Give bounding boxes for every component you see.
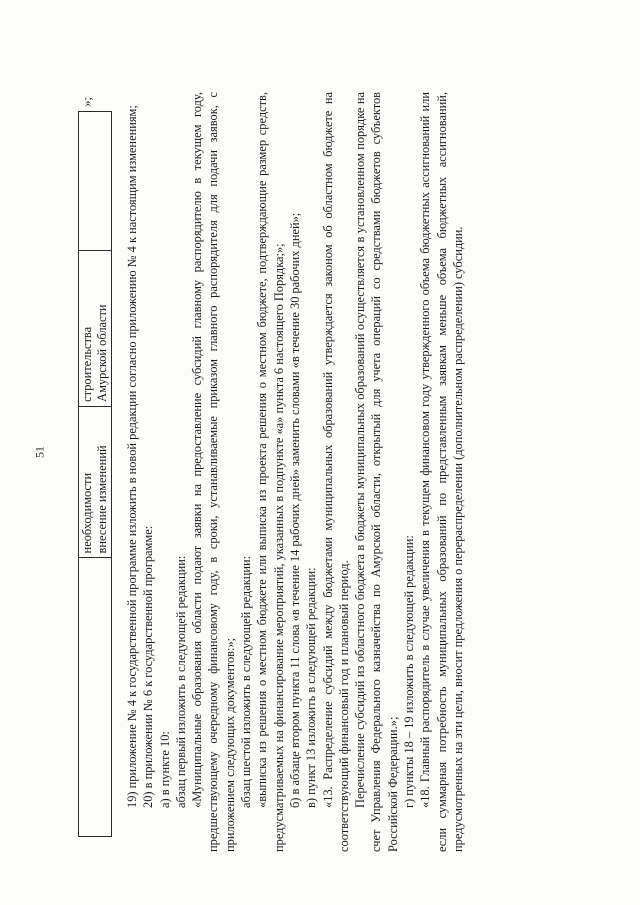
- paragraph: 20) в приложении № 6 к государственной программе:: [141, 525, 156, 808]
- paragraph: г) пункты 18 – 19 изложить в следующей редакции:: [402, 535, 417, 808]
- table-cell-construction: [79, 250, 112, 406]
- paragraph: а) в пункте 10:: [157, 731, 172, 808]
- table-cell-text: необходимости: [80, 472, 94, 554]
- document-body: [78, 92, 466, 852]
- table-closing-mark: »;: [79, 97, 94, 107]
- paragraph: Перечисление субсидий из областного бюджета в бюджеты муниципальных образований осуществляется в установленном порядке на счет Управления Федерального казначейства по Амурской области, открытый для учета операций со средствами бюджетов субъектов Российской Федерации.»;: [353, 92, 400, 852]
- table-cell-empty: [79, 558, 112, 837]
- table-cell-empty: [79, 111, 112, 250]
- paragraph: «Муниципальные образования области подают заявки на предоставление субсидий главному распорядителю в текущем году, предшествующему очередному финансовому году, в сроки, устанавливаемые приказом главного распорядителя для подачи заявок, с приложением следующих документов:»;: [190, 92, 237, 852]
- rotated-content: [40, 22, 600, 882]
- table-fragment: [78, 97, 112, 837]
- paragraph: 19) приложение № 4 к государственной программе изложить в новой редакции согласно приложению № 4 к настоящим изменениям;: [125, 105, 139, 808]
- paragraph: абзац шестой изложить в следующей редакции:: [239, 555, 254, 808]
- page-number: 51: [32, 446, 47, 458]
- table-cell-text: строительства: [80, 326, 94, 402]
- paragraph: «13. Распределение субсидий между бюджетами муниципальных образований утверждается законом об областном бюджете на соответствующий финансовый год и плановый период.: [320, 92, 351, 852]
- table-cell-text: Амурской области: [95, 304, 109, 402]
- table-cell-change-necessity: [79, 406, 112, 558]
- table-cell-text: внесение изменений: [95, 445, 109, 554]
- paragraph: в) пункт 13 изложить в следующей редакции:: [304, 567, 319, 808]
- paragraph: «18. Главный распорядитель в случае увеличения в текущем финансовом году утвержденного объема бюджетных ассигнований или если суммарная потребность муниципальных образований по представленным заявкам меньше объема бюджетных ассигнований, предусмотренных на эти цели, вносит предложения о перераспределении (дополнительном распределении) субсидии.: [418, 92, 465, 852]
- paragraph: б) в абзаце втором пункта 11 слова «в течение 14 рабочих дней» заменить словами «в течение 30 рабочих дней»;: [287, 212, 302, 808]
- paragraph: «выписка из решения о местном бюджете или выписка из проекта решения о местном бюджете, подтверждающие размер средств, предусматриваемых на финансирование мероприятий, указанных в подпункте «а» пункта 6 настоящего Порядка;»;: [255, 92, 286, 852]
- paragraph: абзац первый изложить в следующей редакции:: [173, 555, 188, 808]
